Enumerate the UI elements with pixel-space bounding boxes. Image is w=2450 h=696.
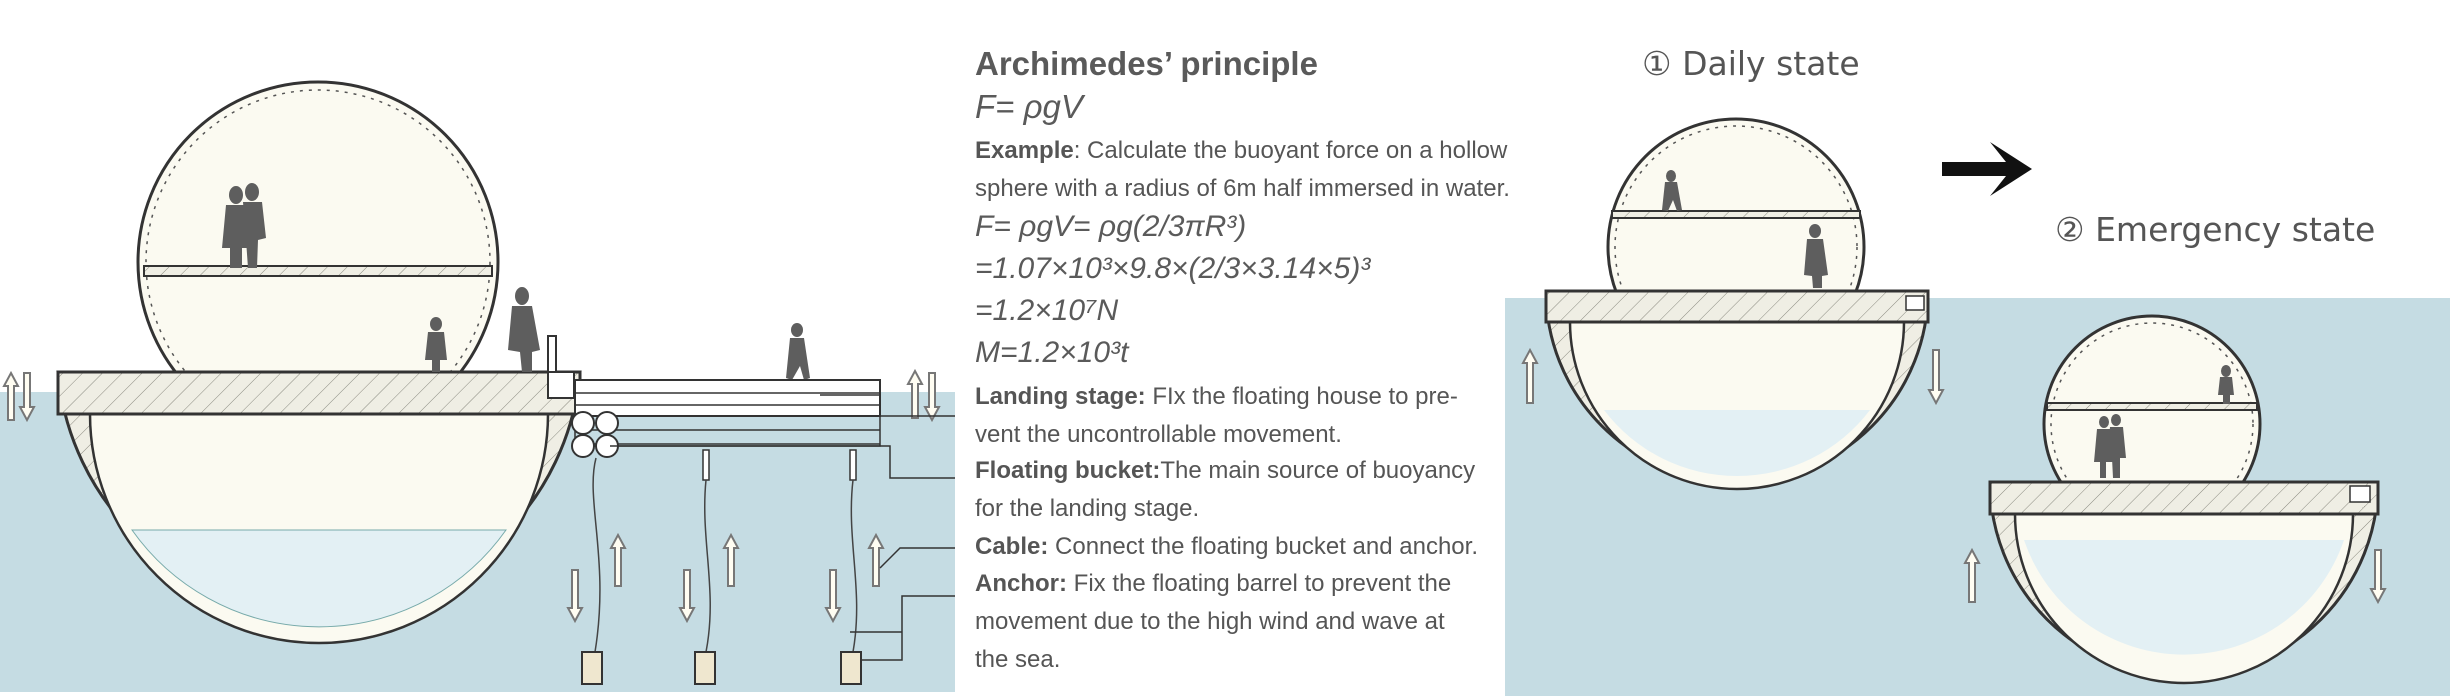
- principle-title: Archimedes’ principle: [975, 45, 1318, 82]
- cable-text: Connect the floating bucket and anchor.: [1048, 533, 1478, 560]
- cable-description: [975, 528, 1478, 566]
- example-label: Example: [975, 137, 1074, 164]
- cable-label: Cable:: [975, 533, 1049, 560]
- calc-line-3: =1.2×10⁷N: [975, 294, 1119, 327]
- transition-arrow: [1942, 142, 2032, 196]
- emergency-state-label: ② Emergency state: [2055, 210, 2376, 249]
- calc-line-2: =1.07×10³×9.8×(2/3×3.14×5)³: [975, 252, 1371, 285]
- calc-line-4: M=1.2×10³t: [975, 336, 1129, 369]
- floating-bucket-text-2: for the landing stage.: [975, 495, 1200, 522]
- principle-formula: F= ρgV: [975, 88, 1083, 125]
- anchor-label: Anchor:: [975, 570, 1067, 597]
- calc-line-1: F= ρgV= ρg(2/3πR³): [975, 210, 1247, 243]
- landing-stage-text-1: FIx the floating house to pre-: [1145, 383, 1458, 410]
- anchor-text-3: the sea.: [975, 646, 1061, 673]
- upper-floor: [144, 266, 492, 276]
- landing-stage-text-2: vent the uncontrollable movement.: [975, 421, 1342, 448]
- right-section: [1505, 119, 2450, 696]
- landing-stage-label: Landing stage:: [975, 383, 1146, 410]
- example-paragraph: [975, 132, 1510, 208]
- anchor-text-2: movement due to the high wind and wave at: [975, 608, 1445, 635]
- daily-state-label: ① Daily state: [1642, 44, 1860, 83]
- floating-bucket-label: Floating bucket:: [975, 457, 1161, 484]
- left-section: [0, 82, 955, 692]
- landing-stage: [575, 380, 880, 416]
- floating-bucket-text-1: The main source of buoyancy: [1160, 457, 1476, 484]
- example-text-1: : Calculate the buoyant force on a hollow: [1073, 137, 1508, 164]
- example-text-2: sphere with a radius of 6m half immersed in water.: [975, 175, 1510, 202]
- anchor-text-1: Fix the floating barrel to prevent the: [1067, 570, 1452, 597]
- landing-stage-description: [975, 378, 1458, 454]
- floating-bucket-description: [975, 452, 1475, 528]
- main-deck: [58, 372, 580, 414]
- anchor-description: [975, 565, 1451, 679]
